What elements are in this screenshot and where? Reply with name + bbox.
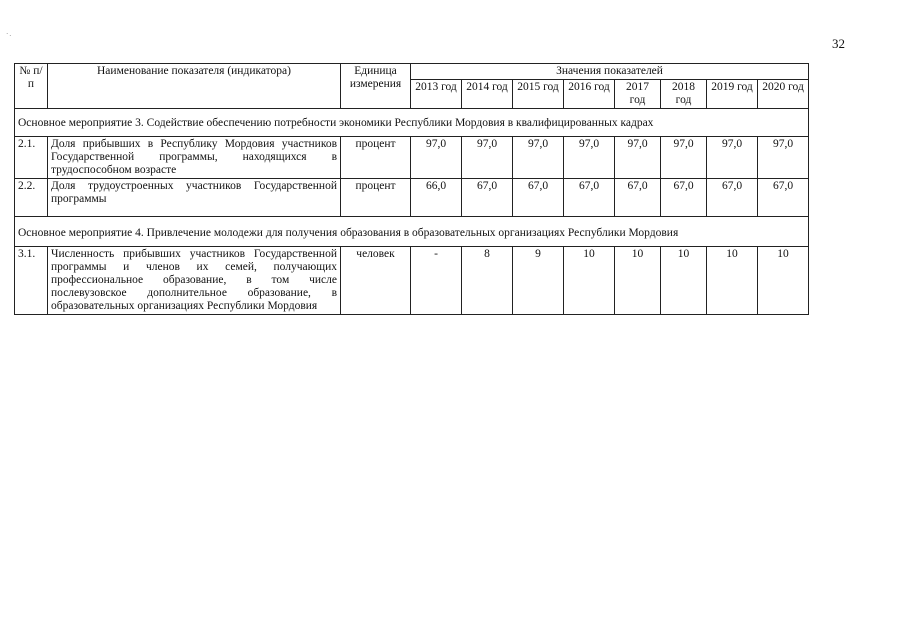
row-value: 10 <box>758 247 809 315</box>
row-num: 3.1. <box>15 247 48 315</box>
section-row <box>15 217 809 247</box>
row-value: 9 <box>513 247 564 315</box>
row-value: 97,0 <box>513 137 564 179</box>
table-row <box>15 137 809 179</box>
row-value: 97,0 <box>462 137 513 179</box>
row-unit: человек <box>341 247 411 315</box>
row-value: 66,0 <box>411 179 462 217</box>
section-row <box>15 109 809 137</box>
row-value: 97,0 <box>564 137 615 179</box>
row-value: 67,0 <box>707 179 758 217</box>
table-row <box>15 247 809 315</box>
row-value: 67,0 <box>564 179 615 217</box>
row-value: 10 <box>615 247 661 315</box>
row-value: 10 <box>707 247 758 315</box>
header-year: 2017 год <box>615 80 661 109</box>
page-number: 32 <box>832 36 845 51</box>
row-value: 67,0 <box>615 179 661 217</box>
row-value: 67,0 <box>661 179 707 217</box>
row-value: - <box>411 247 462 315</box>
header-year: 2013 год <box>411 80 462 109</box>
header-year: 2015 год <box>513 80 564 109</box>
row-name: Доля трудоустроенных участников Государственной программы <box>48 179 341 217</box>
row-value: 67,0 <box>513 179 564 217</box>
section-title: Основное мероприятие 4. Привлечение молодежи для получения образования в образовательных организациях Республики Мордовия <box>15 217 809 247</box>
row-value: 97,0 <box>615 137 661 179</box>
row-unit: процент <box>341 137 411 179</box>
header-year: 2018 год <box>661 80 707 109</box>
row-value: 10 <box>661 247 707 315</box>
header-values: Значения показателей <box>411 64 809 80</box>
header-year: 2020 год <box>758 80 809 109</box>
header-name: Наименование показателя (индикатора) <box>48 64 341 109</box>
section-title: Основное мероприятие 3. Содействие обеспечению потребности экономики Республики Мордовия в квалифицированных кадрах <box>15 109 809 137</box>
indicators-table <box>14 63 809 315</box>
header-num: № п/п <box>15 64 48 109</box>
row-name: Доля прибывших в Республику Мордовия участников Государственной программы, находящихся в трудоспособном возрасте <box>48 137 341 179</box>
row-unit: процент <box>341 179 411 217</box>
row-value: 67,0 <box>462 179 513 217</box>
header-year: 2014 год <box>462 80 513 109</box>
row-value: 97,0 <box>661 137 707 179</box>
row-value: 97,0 <box>411 137 462 179</box>
scan-artifact-mark: ·. <box>6 30 13 38</box>
row-name: Численность прибывших участников Государственной программы и членов их семей, получающих профессиональное образование, в том числе послевузовское дополнительное образование, в образовательных организациях Республики Мордовия <box>48 247 341 315</box>
row-value: 10 <box>564 247 615 315</box>
row-value: 97,0 <box>758 137 809 179</box>
row-num: 2.2. <box>15 179 48 217</box>
header-year: 2016 год <box>564 80 615 109</box>
header-unit: Единица измерения <box>341 64 411 109</box>
table-row <box>15 179 809 217</box>
header-year: 2019 год <box>707 80 758 109</box>
header-row-1 <box>15 64 809 80</box>
row-num: 2.1. <box>15 137 48 179</box>
row-value: 8 <box>462 247 513 315</box>
row-value: 67,0 <box>758 179 809 217</box>
row-value: 97,0 <box>707 137 758 179</box>
